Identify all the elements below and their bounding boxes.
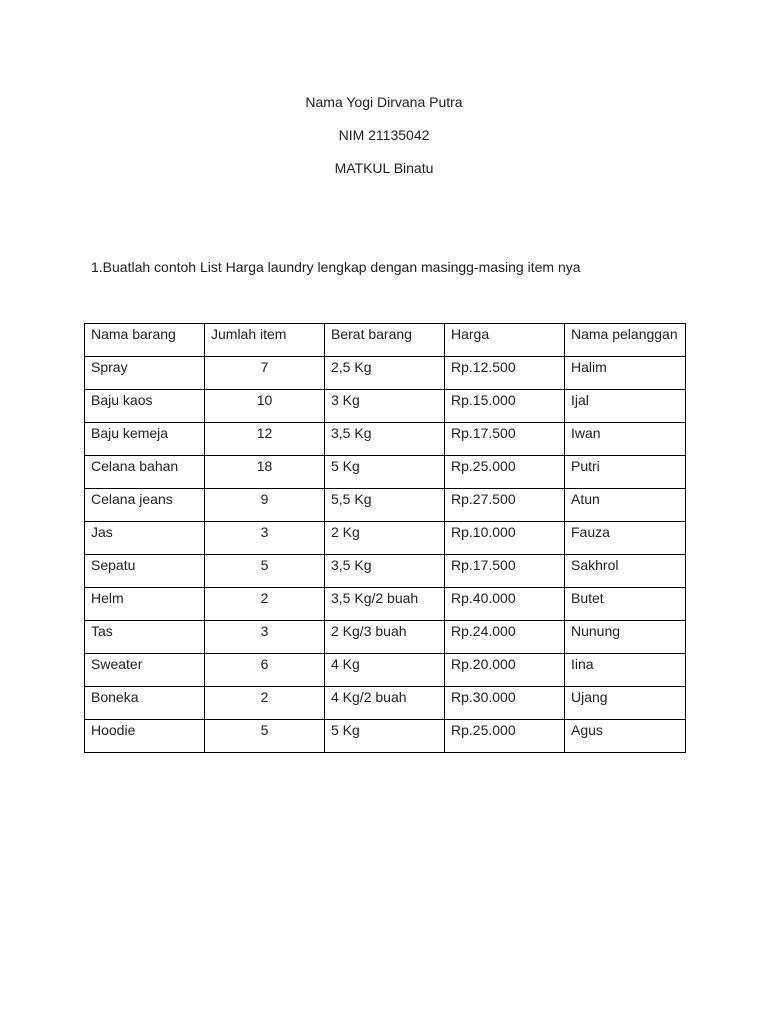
table-row xyxy=(85,621,686,654)
cell-berat-barang: 5 Kg xyxy=(325,720,445,753)
cell-jumlah-item: 5 xyxy=(205,720,325,753)
table-row xyxy=(85,456,686,489)
cell-jumlah-item: 3 xyxy=(205,522,325,555)
table-row xyxy=(85,423,686,456)
cell-harga: Rp.12.500 xyxy=(445,357,565,390)
cell-berat-barang: 4 Kg xyxy=(325,654,445,687)
cell-jumlah-item: 2 xyxy=(205,588,325,621)
cell-harga: Rp.17.500 xyxy=(445,555,565,588)
cell-nama-barang: Tas xyxy=(85,621,205,654)
cell-berat-barang: 5 Kg xyxy=(325,456,445,489)
cell-berat-barang: 2 Kg xyxy=(325,522,445,555)
column-header-nama-pelanggan: Nama pelanggan xyxy=(565,324,686,357)
cell-nama-pelanggan: Iwan xyxy=(565,423,686,456)
cell-jumlah-item: 5 xyxy=(205,555,325,588)
cell-nama-barang: Hoodie xyxy=(85,720,205,753)
cell-berat-barang: 3 Kg xyxy=(325,390,445,423)
cell-jumlah-item: 10 xyxy=(205,390,325,423)
cell-jumlah-item: 12 xyxy=(205,423,325,456)
cell-berat-barang: 3,5 Kg xyxy=(325,555,445,588)
student-name: Nama Yogi Dirvana Putra xyxy=(305,94,463,110)
cell-nama-pelanggan: Fauza xyxy=(565,522,686,555)
cell-harga: Rp.40.000 xyxy=(445,588,565,621)
column-header-berat-barang: Berat barang xyxy=(325,324,445,357)
cell-berat-barang: 4 Kg/2 buah xyxy=(325,687,445,720)
table-row xyxy=(85,357,686,390)
table-row xyxy=(85,555,686,588)
table-row xyxy=(85,588,686,621)
column-header-jumlah-item: Jumlah item xyxy=(205,324,325,357)
cell-harga: Rp.25.000 xyxy=(445,720,565,753)
cell-berat-barang: 2 Kg/3 buah xyxy=(325,621,445,654)
cell-jumlah-item: 6 xyxy=(205,654,325,687)
table-row xyxy=(85,522,686,555)
table-body xyxy=(85,357,686,753)
cell-nama-barang: Celana bahan xyxy=(85,456,205,489)
course-name: MATKUL Binatu xyxy=(334,160,434,176)
cell-jumlah-item: 3 xyxy=(205,621,325,654)
laundry-price-table xyxy=(84,323,686,753)
cell-harga: Rp.15.000 xyxy=(445,390,565,423)
cell-nama-barang: Celana jeans xyxy=(85,489,205,522)
cell-nama-pelanggan: Atun xyxy=(565,489,686,522)
cell-nama-barang: Jas xyxy=(85,522,205,555)
column-header-nama-barang: Nama barang xyxy=(85,324,205,357)
cell-harga: Rp.17.500 xyxy=(445,423,565,456)
cell-nama-pelanggan: Ujang xyxy=(565,687,686,720)
cell-nama-barang: Sepatu xyxy=(85,555,205,588)
cell-nama-barang: Sweater xyxy=(85,654,205,687)
cell-berat-barang: 2,5 Kg xyxy=(325,357,445,390)
cell-nama-pelanggan: Iina xyxy=(565,654,686,687)
cell-nama-barang: Helm xyxy=(85,588,205,621)
cell-nama-pelanggan: Agus xyxy=(565,720,686,753)
cell-nama-pelanggan: Putri xyxy=(565,456,686,489)
column-header-harga: Harga xyxy=(445,324,565,357)
cell-harga: Rp.25.000 xyxy=(445,456,565,489)
table-header-row xyxy=(85,324,686,357)
question-text: 1.Buatlah contoh List Harga laundry lengkap dengan masingg-masing item nya xyxy=(91,259,581,275)
cell-berat-barang: 5,5 Kg xyxy=(325,489,445,522)
cell-berat-barang: 3,5 Kg/2 buah xyxy=(325,588,445,621)
cell-jumlah-item: 18 xyxy=(205,456,325,489)
cell-nama-barang: Boneka xyxy=(85,687,205,720)
cell-nama-barang: Baju kemeja xyxy=(85,423,205,456)
cell-jumlah-item: 9 xyxy=(205,489,325,522)
table-row xyxy=(85,687,686,720)
student-nim: NIM 21135042 xyxy=(338,127,430,143)
table-row xyxy=(85,720,686,753)
cell-nama-barang: Baju kaos xyxy=(85,390,205,423)
cell-harga: Rp.30.000 xyxy=(445,687,565,720)
cell-nama-pelanggan: Butet xyxy=(565,588,686,621)
cell-nama-barang: Spray xyxy=(85,357,205,390)
cell-jumlah-item: 2 xyxy=(205,687,325,720)
cell-jumlah-item: 7 xyxy=(205,357,325,390)
table-row xyxy=(85,489,686,522)
cell-harga: Rp.20.000 xyxy=(445,654,565,687)
cell-harga: Rp.27.500 xyxy=(445,489,565,522)
cell-berat-barang: 3,5 Kg xyxy=(325,423,445,456)
cell-harga: Rp.24.000 xyxy=(445,621,565,654)
table-row xyxy=(85,654,686,687)
cell-nama-pelanggan: Nunung xyxy=(565,621,686,654)
table-row xyxy=(85,390,686,423)
cell-nama-pelanggan: Sakhrol xyxy=(565,555,686,588)
cell-nama-pelanggan: Ijal xyxy=(565,390,686,423)
cell-nama-pelanggan: Halim xyxy=(565,357,686,390)
cell-harga: Rp.10.000 xyxy=(445,522,565,555)
